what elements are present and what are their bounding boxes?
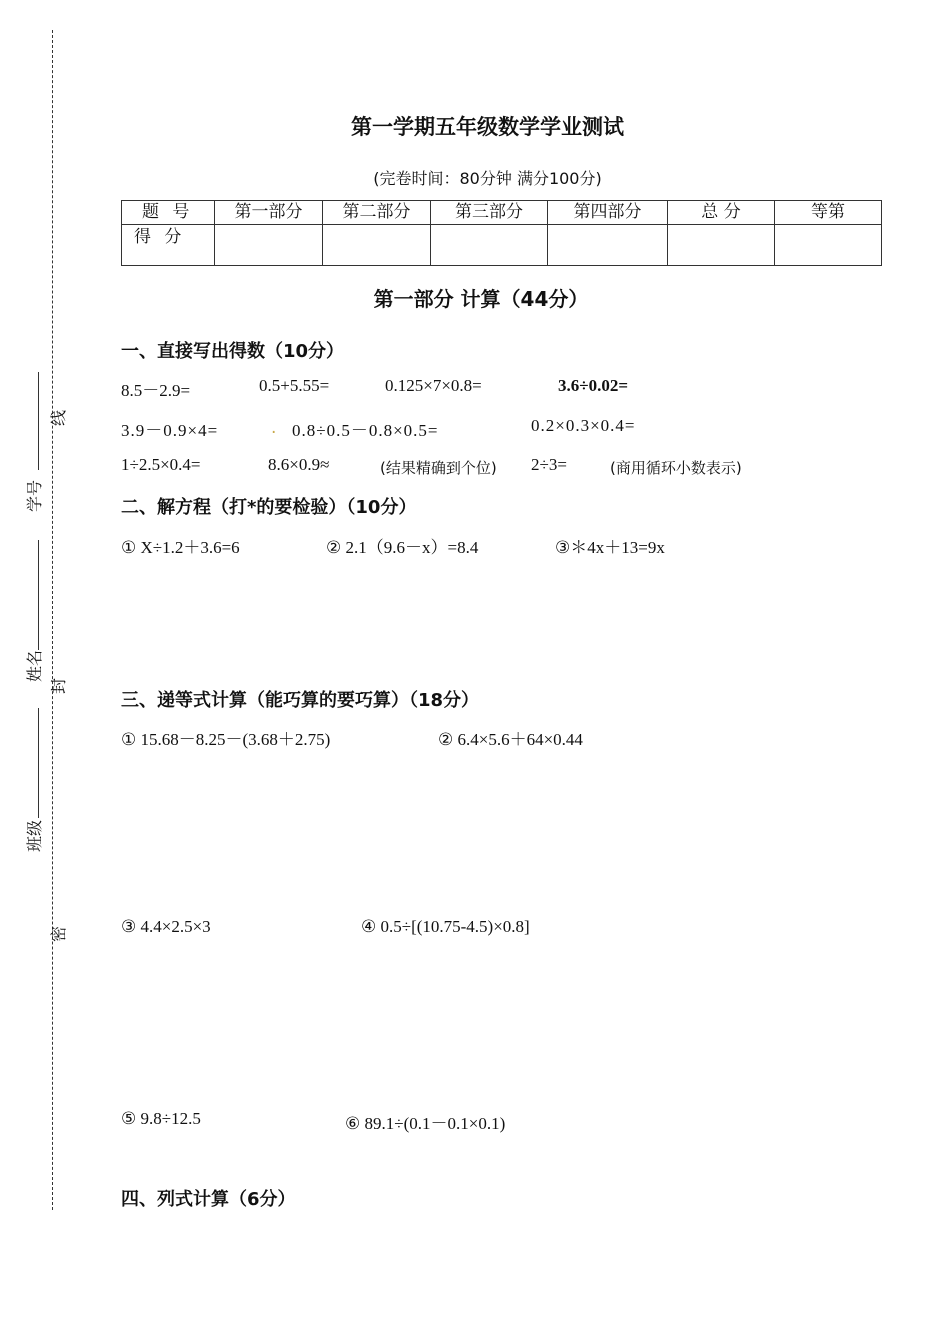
s1-row1-item: 0.125×7×0.8= [385, 376, 482, 395]
s1-row1-item: 8.5－2.9= [121, 381, 191, 400]
s1-row3-item: 8.6×0.9≈ [268, 455, 330, 474]
section2-heading: 二、解方程（打*的要检验）（10分） [121, 497, 417, 518]
decorative-dot: . [271, 418, 277, 438]
student-no-underline [38, 372, 40, 470]
page-title: 第一学期五年级数学学业测试 [351, 115, 624, 139]
s2-equation: ③＊4x＋13=9x [555, 538, 665, 557]
s3-problem: ② 6.4×5.6＋64×0.44 [438, 730, 583, 749]
score-table-score-row [122, 225, 882, 266]
score-cell[interactable] [548, 225, 668, 266]
s1-row3-item: 2÷3= [531, 455, 567, 474]
s1-row3-note: (结果精确到个位) [380, 459, 497, 477]
section4-heading: 四、列式计算（6分） [121, 1189, 296, 1210]
part1-title: 第一部分 计算（44分） [373, 287, 589, 311]
s1-row1-item: 0.5+5.55= [259, 376, 330, 395]
page-subtitle: (完卷时间：80分钟 满分100分) [373, 169, 602, 188]
s3-problem: ④ 0.5÷[(10.75-4.5)×0.8] [361, 917, 530, 936]
score-header-cell: 第四部分 [548, 201, 668, 225]
name-label: 姓名 [25, 650, 44, 683]
score-cell[interactable] [775, 225, 882, 266]
s3-problem: ⑤ 9.8÷12.5 [121, 1109, 201, 1128]
s1-row3-note: (商用循环小数表示) [610, 459, 742, 477]
score-header-cell: 等第 [775, 201, 882, 225]
margin-mark-line: 线 [49, 410, 68, 427]
section1-heading: 一、直接写出得数（10分） [121, 341, 345, 362]
section3-heading: 三、递等式计算（能巧算的要巧算）（18分） [121, 690, 480, 711]
student-no-label: 学号 [25, 480, 44, 513]
s3-problem: ③ 4.4×2.5×3 [121, 917, 211, 936]
name-underline [38, 540, 40, 650]
s1-row2-item: 0.2×0.3×0.4= [531, 416, 636, 435]
score-table [121, 200, 882, 266]
s2-equation: ② 2.1（9.6－x）=8.4 [326, 538, 479, 557]
score-table-header-row [122, 201, 882, 225]
s3-problem: ① 15.68－8.25－(3.68＋2.75) [121, 730, 331, 749]
s3-problem: ⑥ 89.1÷(0.1－0.1×0.1) [345, 1114, 506, 1133]
margin-mark-seal: 封 [49, 678, 68, 695]
s1-row1-item: 3.6÷0.02= [558, 376, 629, 395]
s1-row2-item: 0.8÷0.5－0.8×0.5= [292, 421, 439, 440]
score-header-cell: 第三部分 [431, 201, 548, 225]
score-cell[interactable] [323, 225, 431, 266]
s2-equation: ① X÷1.2＋3.6=6 [121, 538, 240, 557]
score-cell[interactable] [431, 225, 548, 266]
binding-dashed-line [52, 30, 53, 1210]
score-header-cell: 总 分 [668, 201, 775, 225]
s1-row3-item: 1÷2.5×0.4= [121, 455, 201, 474]
score-cell[interactable] [215, 225, 323, 266]
class-label: 班级 [25, 820, 44, 853]
s1-row2-item: 3.9－0.9×4= [121, 421, 219, 440]
class-underline [38, 708, 40, 818]
score-header-cell: 题 号 [122, 201, 215, 225]
score-row-label: 得 分 [122, 225, 215, 266]
score-header-cell: 第二部分 [323, 201, 431, 225]
score-header-cell: 第一部分 [215, 201, 323, 225]
score-cell[interactable] [668, 225, 775, 266]
margin-mark-secret: 密 [49, 926, 68, 943]
